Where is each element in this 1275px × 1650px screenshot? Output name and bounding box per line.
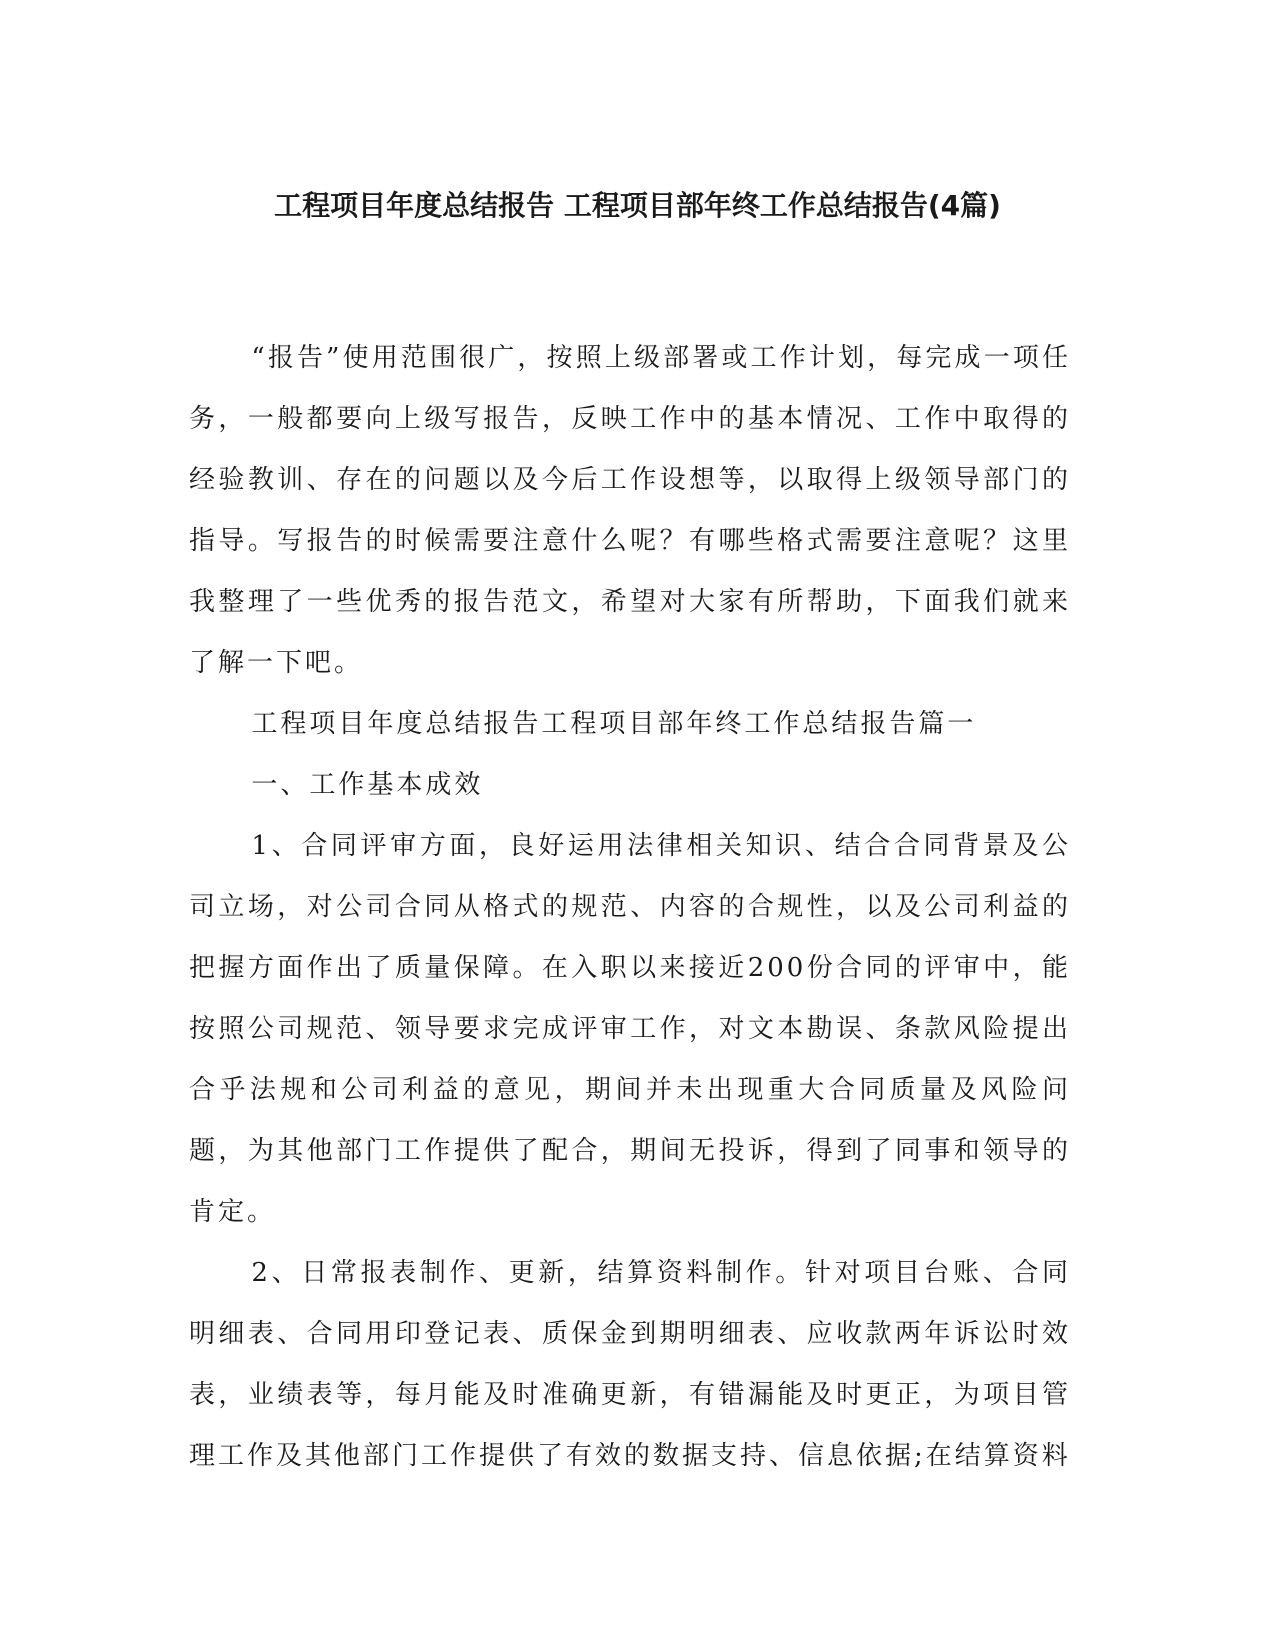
paragraph-contract-review: 1、合同评审方面，良好运用法律相关知识、结合合同背景及公司立场，对公司合同从格式的规范、内容的合规性，以及公司利益的把握方面作出了质量保障。在入职以来接近200份合同的评审中，能按照公司规范、领导要求完成评审工作，对文本勘误、条款风险提出合乎法规和公司利益的意见，期间并未出现重大合同质量及风险问题，为其他部门工作提供了配合，期间无投诉，得到了同事和领导的肯定。 [189,831,1071,1227]
document-body [189,328,1071,1487]
section-heading-part-one: 工程项目年度总结报告工程项目部年终工作总结报告篇一 [251,709,977,739]
intro-paragraph: “报告”使用范围很广，按照上级部署或工作计划，每完成一项任务，一般都要向上级写报告，反映工作中的基本情况、工作中取得的经验教训、存在的问题以及今后工作设想等，以取得上级领导部门的指导。写报告的时候需要注意什么呢？有哪些格式需要注意呢？这里我整理了一些优秀的报告范文，希望对大家有所帮助，下面我们就来了解一下吧。 [189,343,1071,678]
subsection-heading-basic-results: 一、工作基本成效 [251,770,484,800]
document-title: 工程项目年度总结报告 工程项目部年终工作总结报告(4篇) [274,189,1001,222]
paragraph-daily-reports: 2、日常报表制作、更新，结算资料制作。针对项目台账、合同明细表、合同用印登记表、质保金到期明细表、应收款两年诉讼时效表，业绩表等，每月能及时准确更新，有错漏能及时更正，为项目管理工作及其他部门工作提供了有效的数据支持、信息依据;在结算资料 [189,1258,1071,1471]
